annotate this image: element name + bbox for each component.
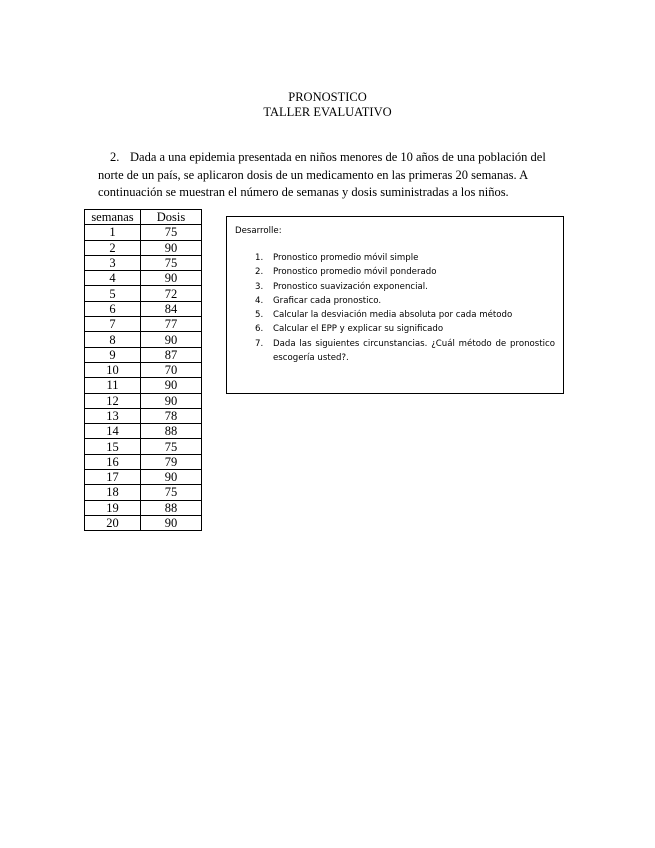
week-cell: 4 — [85, 271, 141, 286]
dose-cell: 75 — [141, 225, 202, 240]
dose-cell: 88 — [141, 500, 202, 515]
week-cell: 8 — [85, 332, 141, 347]
dose-cell: 79 — [141, 454, 202, 469]
week-cell: 2 — [85, 240, 141, 255]
dose-cell: 70 — [141, 362, 202, 377]
dose-cell: 90 — [141, 470, 202, 485]
header-semanas: semanas — [85, 210, 141, 225]
dose-cell: 90 — [141, 515, 202, 530]
week-cell: 10 — [85, 362, 141, 377]
list-item — [255, 322, 555, 336]
list-item-number: 5. — [255, 310, 264, 321]
list-item-number: 7. — [255, 338, 264, 349]
dose-cell: 77 — [141, 317, 202, 332]
title-block — [0, 90, 655, 120]
week-cell: 17 — [85, 470, 141, 485]
table-row — [85, 500, 202, 515]
table-row — [85, 240, 202, 255]
table-row — [85, 470, 202, 485]
week-cell: 5 — [85, 286, 141, 301]
table-row — [85, 393, 202, 408]
dose-cell: 84 — [141, 301, 202, 316]
list-item-number: 3. — [255, 281, 264, 292]
list-item — [255, 251, 555, 265]
dose-cell: 72 — [141, 286, 202, 301]
list-item — [255, 308, 555, 322]
dose-cell: 88 — [141, 424, 202, 439]
table-row — [85, 271, 202, 286]
week-cell: 11 — [85, 378, 141, 393]
table-row — [85, 485, 202, 500]
list-item-number: 2. — [255, 267, 264, 278]
week-cell: 19 — [85, 500, 141, 515]
development-heading: Desarrolle: — [235, 226, 282, 236]
list-item — [255, 294, 555, 308]
week-cell: 18 — [85, 485, 141, 500]
table-row — [85, 515, 202, 530]
week-cell: 20 — [85, 515, 141, 530]
week-cell: 9 — [85, 347, 141, 362]
question-paragraph — [98, 149, 564, 202]
question-number: 2. — [110, 150, 120, 164]
document-subtitle: TALLER EVALUATIVO — [263, 105, 392, 119]
development-list — [255, 251, 555, 365]
dose-cell: 75 — [141, 485, 202, 500]
table-row — [85, 286, 202, 301]
table-row — [85, 408, 202, 423]
table-row — [85, 424, 202, 439]
table-row — [85, 225, 202, 240]
dose-cell: 90 — [141, 332, 202, 347]
dose-cell: 78 — [141, 408, 202, 423]
doses-table — [84, 209, 202, 531]
week-cell: 7 — [85, 317, 141, 332]
list-item — [255, 337, 555, 366]
dose-cell: 90 — [141, 393, 202, 408]
table-row — [85, 439, 202, 454]
table-row — [85, 347, 202, 362]
document-title: PRONOSTICO — [288, 90, 367, 104]
list-item-text: Pronostico promedio móvil ponderado — [273, 267, 437, 278]
table-row — [85, 362, 202, 377]
dose-cell: 75 — [141, 255, 202, 270]
list-item-text: Calcular la desviación media absoluta por cada método — [273, 310, 513, 321]
week-cell: 3 — [85, 255, 141, 270]
week-cell: 6 — [85, 301, 141, 316]
week-cell: 15 — [85, 439, 141, 454]
week-cell: 1 — [85, 225, 141, 240]
list-item-text: Pronostico suavización exponencial. — [273, 281, 428, 292]
list-item-text: Calcular el EPP y explicar su significado — [273, 324, 444, 335]
header-dosis: Dosis — [141, 210, 202, 225]
table-row — [85, 317, 202, 332]
list-item-number: 4. — [255, 295, 264, 306]
list-item-number: 6. — [255, 324, 264, 335]
table-header-row — [85, 210, 202, 225]
dose-cell: 87 — [141, 347, 202, 362]
dose-cell: 90 — [141, 271, 202, 286]
list-item-text: Graficar cada pronostico. — [273, 295, 382, 306]
question-text: Dada a una epidemia presentada en niños menores de 10 años de una población del norte de un país, se aplicaron dosis de un medicamento en las primeras 20 semanas. A continuación se muestran el número de semanas y dosis suministradas a los niños. — [98, 150, 546, 199]
table-row — [85, 454, 202, 469]
week-cell: 16 — [85, 454, 141, 469]
week-cell: 14 — [85, 424, 141, 439]
table-row — [85, 301, 202, 316]
dose-cell: 90 — [141, 378, 202, 393]
table-row — [85, 378, 202, 393]
table-row — [85, 255, 202, 270]
list-item — [255, 280, 555, 294]
table-body — [85, 225, 202, 531]
dose-cell: 75 — [141, 439, 202, 454]
list-item-text: Pronostico promedio móvil simple — [273, 253, 419, 263]
list-item-number: 1. — [255, 253, 264, 263]
list-item-text: Dada las siguientes circunstancias. ¿Cuál método de pronostico escogería usted?. — [273, 338, 555, 364]
list-item — [255, 265, 555, 279]
week-cell: 13 — [85, 408, 141, 423]
week-cell: 12 — [85, 393, 141, 408]
table-row — [85, 332, 202, 347]
dose-cell: 90 — [141, 240, 202, 255]
development-box — [226, 216, 564, 394]
